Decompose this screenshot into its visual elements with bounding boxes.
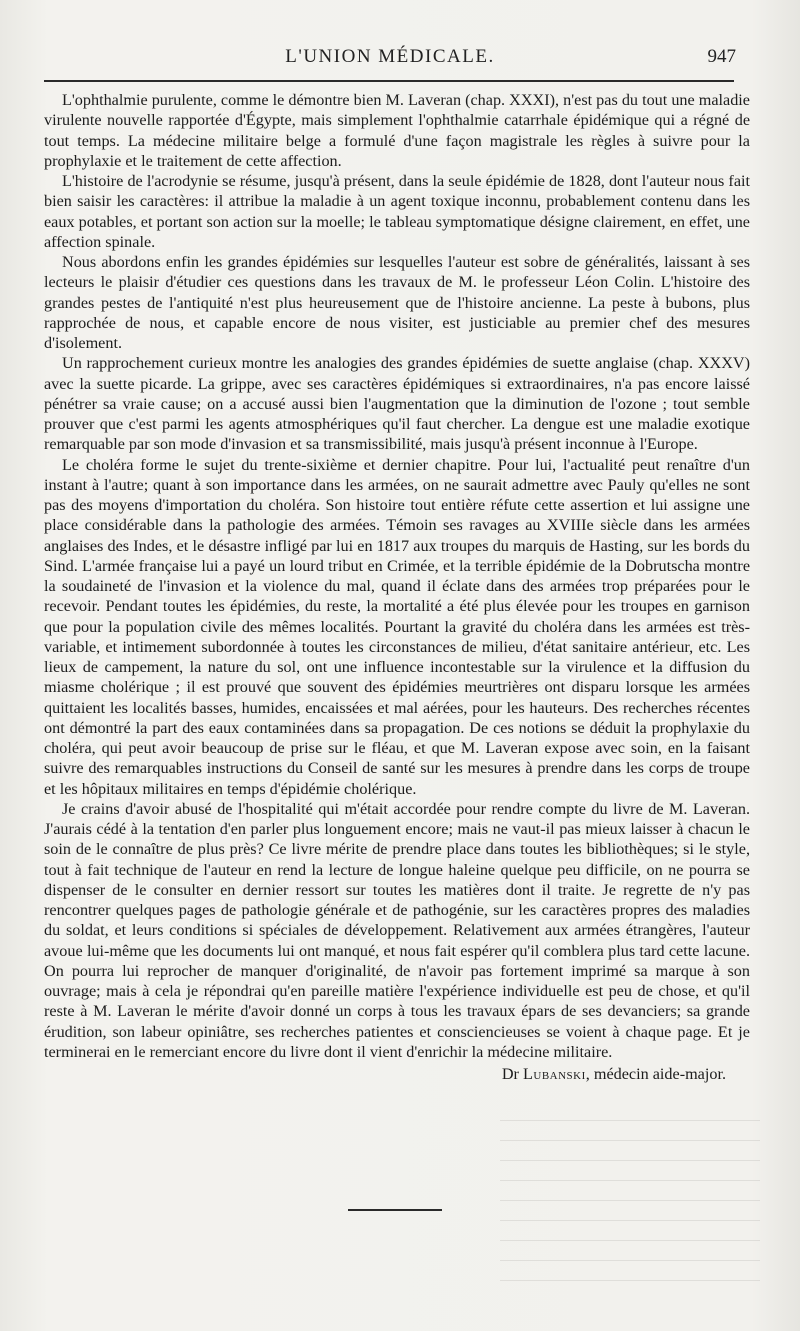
signature <box>44 1064 750 1084</box>
show-through-texture <box>500 1120 760 1300</box>
signature-title: , médecin aide-major. <box>585 1065 726 1083</box>
page-number: 947 <box>707 46 736 67</box>
footer-rule <box>348 1209 442 1211</box>
running-title: L'UNION MÉDICALE. <box>285 46 495 67</box>
signature-name: Lubanski <box>522 1065 586 1083</box>
page-header <box>40 46 740 76</box>
paragraph-ophthalmie: L'ophthalmie purulente, comme le démontre bien M. Laveran (chap. XXXI), n'est pas du tout une maladie virulente nouvelle rapportée d'Égypte, mais simplement l'ophthalmie catarrhale épidémique qui a régné de tout temps. La médecine militaire belge a formulé d'une façon magistrale les règles à suivre pour la prophylaxie et le traitement de cette affection. <box>44 91 750 170</box>
paragraph-epidemies: Nous abordons enfin les grandes épidémies sur lesquelles l'auteur est sobre de généralités, laissant à ses lecteurs le plaisir d'étudier ces questions dans les travaux de M. le professeur Léon Colin. L'histoire des grandes pestes de l'antiquité n'est plus heureusement que de l'histoire ancienne. La peste à bubons, plus rapprochée de nous, et capable encore de nous visiter, est justiciable au premier chef des mesures d'isolement. <box>44 253 750 352</box>
signature-prefix: Dr <box>501 1065 519 1083</box>
article-body <box>44 90 750 1084</box>
paragraph-conclusion: Je crains d'avoir abusé de l'hospitalité qui m'était accordée pour rendre compte du livre de M. Laveran. J'aurais cédé à la tentation d'en parler plus longuement encore; mais ne vaut-il pas mieux laisser à chacun le soin de le connaître de plus près? Ce livre mérite de prendre place dans toutes les bibliothèques; si le style, tout à fait technique de l'auteur en rend la lecture de longue haleine quelque peu difficile, on ne pourra se dispenser de le consulter en dernier ressort sur toutes les matières dont il traite. Je regrette de n'y pas rencontrer quelques pages de pathologie générale et de pathogénie, sur les caractères propres des maladies du soldat, et leurs conditions si spéciales de développement. Relativement aux armées étrangères, l'auteur avoue lui-même que les documents lui ont manqué, et nous fait espérer qu'il comblera plus tard cette lacune. On pourra lui reprocher de manquer d'originalité, de n'avoir pas fortement imprimé sa marque à son ouvrage; mais à cela je répondrai qu'en pareille matière l'expérience individuelle est peu de chose, et qu'il reste à M. Laveran le mérite d'avoir donné un corps à tous les travaux épars de ses devanciers; sa grande érudition, son labeur opiniâtre, ses recherches patientes et consciencieuses se voient à chaque page. Et je terminerai en le remerciant encore du livre dont il vient d'enrichir la médecine militaire. <box>44 799 750 1061</box>
paragraph-suette: Un rapprochement curieux montre les analogies des grandes épidémies de suette anglaise (chap. XXXV) avec la suette picarde. La grippe, avec ses caractères épidémiques si extraordinaires, n'a pas encore laissé pénétrer sa vraie cause; on a accusé aussi bien l'augmentation que la diminution de l'ozone ; tout semble prouver que c'est parmi les agents atmosphériques qu'il faut chercher. La dengue est une maladie exotique remarquable par son mode d'invasion et sa transmissibilité, mais jusqu'à présent inconnue à l'Europe. <box>44 354 750 454</box>
header-rule <box>44 80 734 82</box>
paragraph-acrodynie: L'histoire de l'acrodynie se résume, jusqu'à présent, dans la seule épidémie de 1828, dont l'auteur nous fait bien saisir les caractères: il attribue la maladie à un agent toxique inconnu, probablement contenu dans les eaux potables, et portant son action sur la moelle; le tableau symptomatique désigne clairement, en effet, une affection spinale. <box>44 172 750 251</box>
paragraph-cholera: Le choléra forme le sujet du trente-sixième et dernier chapitre. Pour lui, l'actualité peut renaître d'un instant à l'autre; quant à son importance dans les armées, on ne saurait admettre avec Pauly qu'elles ne sont pas des moyens d'importation du choléra. Son histoire tout entière réfute cette assertion et lui assigne une place considérable dans la pathologie des armées. Témoin ses ravages au XVIIIe siècle dans les armées anglaises des Indes, et le désastre infligé par lui en 1817 aux troupes du marquis de Hasting, sur les bords du Sind. L'armée française lui a payé un lourd tribut en Crimée, et la terrible épidémie de la Dobrutscha montre la soudaineté de l'invasion et la violence du mal, quand il éclate dans des armées trop préparées pour le recevoir. Pendant toutes les épidémies, du reste, la mortalité a été plus élevée pour les troupes en garnison que pour la population civile des mêmes localités. Pourtant la gravité du choléra dans les armées est très-variable, et intimement subordonnée à toutes les circonstances de milieu, d'état sanitaire antérieur, etc. Les lieux de campement, la nature du sol, ont une influence incontestable sur la virulence et la diffusion du miasme cholérique ; il est prouvé que souvent des épidémies meurtrières ont disparu lorsque les armées quittaient les localités basses, humides, encaissées et mal aérées, pour les hauteurs. Des recherches récentes ont démontré la part des eaux contaminées dans sa propagation. De ces notions se déduit la prophylaxie du choléra, qui peut avoir beaucoup de prise sur le fléau, et que M. Laveran expose avec soin, en la faisant suivre des remarquables instructions du Conseil de santé sur les mesures à prendre dans les corps de troupe et les hôpitaux militaires en temps d'épidémie cholérique. <box>44 455 750 798</box>
